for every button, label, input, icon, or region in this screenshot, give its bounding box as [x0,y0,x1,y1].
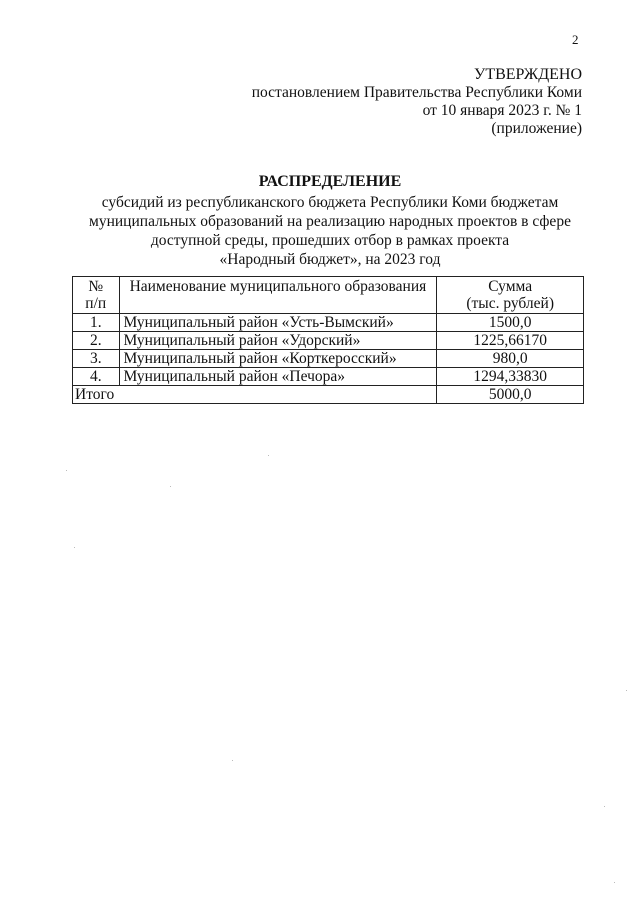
scan-speck [232,760,233,761]
row-sum: 1225,66170 [437,332,584,350]
total-sum: 5000,0 [437,386,584,404]
row-sum: 1500,0 [437,314,584,332]
scan-speck [614,882,615,883]
row-municipality: Муниципальный район «Усть-Вымский» [119,314,437,332]
scan-speck [170,486,171,487]
table-total-row [73,386,584,404]
subtitle-line-4: «Народный бюджет», на 2023 год [219,251,441,268]
scan-speck [626,690,627,691]
scan-speck [268,455,269,456]
row-number: 3. [73,350,120,368]
header-number-line-2: п/п [85,295,107,312]
table-header-row [73,277,584,314]
distribution-table [72,276,584,404]
document-title-block [40,172,620,269]
scan-speck [604,806,605,807]
row-number: 4. [73,368,120,386]
table-row [73,368,584,386]
approval-block [162,66,582,138]
subtitle-line-1: субсидий из республиканского бюджета Республики Коми бюджетам [101,194,559,211]
document-title: РАСПРЕДЕЛЕНИЕ [258,173,402,190]
approval-line-1: постановлением Правительства Республики Коми [251,84,582,101]
row-sum: 980,0 [437,350,584,368]
table-row [73,332,584,350]
row-sum: 1294,33830 [437,368,584,386]
header-sum-line-1: Сумма [488,278,533,295]
page-number: 2 [572,32,579,47]
row-municipality: Муниципальный район «Печора» [119,368,437,386]
scan-speck [66,470,67,471]
row-number: 2. [73,332,120,350]
approval-heading: УТВЕРЖДЕНО [473,66,582,83]
subtitle-line-2: муниципальных образований на реализацию народных проектов в сфере [89,213,571,230]
row-municipality: Муниципальный район «Корткеросский» [119,350,437,368]
subtitle-line-3: доступной среды, прошедших отбор в рамках проекта [150,232,510,249]
header-sum-line-2: (тыс. рублей) [466,295,554,312]
row-number: 1. [73,314,120,332]
header-number-line-1: № [88,278,104,295]
total-label: Итого [73,386,437,404]
approval-line-2: от 10 января 2023 г. № 1 [422,102,582,119]
header-name-cell: Наименование муниципального образования [119,277,437,314]
row-municipality: Муниципальный район «Удорский» [119,332,437,350]
approval-line-3: (приложение) [491,120,582,137]
table-row [73,350,584,368]
scan-speck [74,547,75,548]
header-number-cell [73,277,120,314]
table-row [73,314,584,332]
header-sum-cell [437,277,584,314]
